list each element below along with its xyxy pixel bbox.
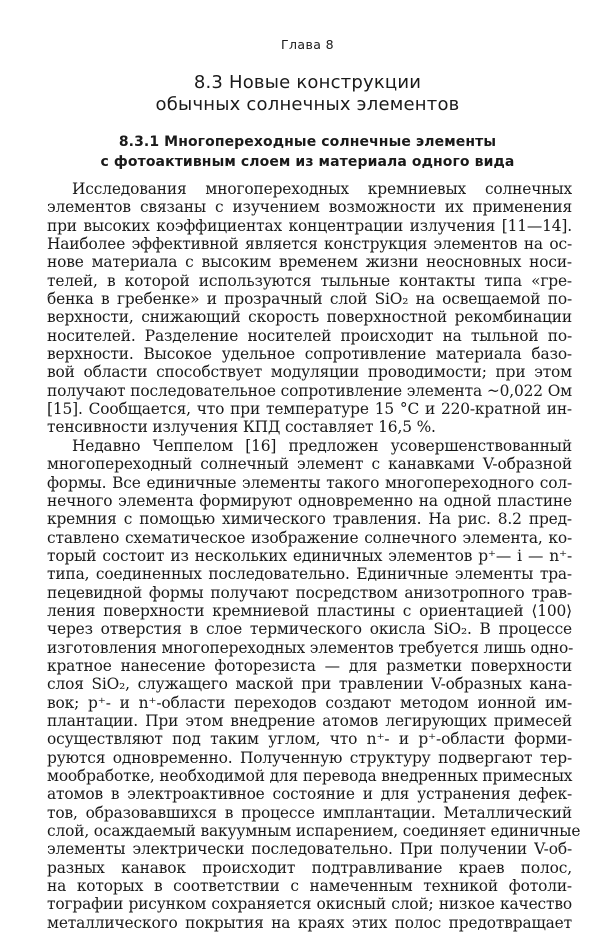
- text-line: кратное нанесение фоторезиста — для разметки поверхности: [47, 656, 572, 675]
- text-line: при высоких коэффициентах концентрации излучения [11—14].: [47, 216, 572, 235]
- text-line: тографии рисунком сохраняется окисный слой; низкое качество: [47, 895, 572, 914]
- section-title-line-2: обычных солнечных элементов: [155, 94, 460, 115]
- body-text: [47, 180, 581, 932]
- running-head: Глава 8: [280, 37, 335, 52]
- text-line: металлического покрытия на краях этих полос предотвращает: [47, 913, 572, 932]
- section-title: [0, 72, 615, 116]
- text-line: слой, осаждаемый вакуумным испарением, соединяет единичные: [47, 822, 581, 841]
- text-line: плантации. При этом внедрение атомов легирующих примесей: [47, 711, 572, 730]
- text-line: элементы электрически последовательно. При получении V-об-: [47, 840, 572, 859]
- text-line: верхности, снижающий скорость поверхностной рекомбинации: [47, 308, 572, 327]
- text-line: верхности. Высокое удельное сопротивление материала базо-: [47, 345, 572, 364]
- text-line: Недавно Чеппелом [16] предложен усовершенствованный: [72, 436, 572, 455]
- text-line: торый состоит из нескольких единичных элементов p⁺— i — n⁺-: [47, 546, 572, 565]
- text-line: Наиболее эффективной является конструкция элементов на ос-: [47, 235, 572, 254]
- text-line: разных канавок происходит подтравливание краев полос,: [47, 858, 572, 877]
- text-line: бенка в гребенке» и прозрачный слой SiO₂ на освещаемой по-: [47, 290, 572, 309]
- text-line: получают последовательное сопротивление элемента ~0,022 Ом: [47, 381, 572, 400]
- text-line: элементов связаны с изучением возможности их применения: [47, 198, 572, 217]
- text-line: нове материала с высоким временем жизни неосновных носи-: [47, 253, 572, 272]
- text-line: вок; p⁺- и n⁺-области переходов создают методом ионной им-: [47, 693, 572, 712]
- text-line: вой области способствует модуляции проводимости; при этом: [47, 363, 572, 382]
- text-line: кремния с помощью химического травления. На рис. 8.2 пред-: [47, 510, 572, 529]
- text-line: ления поверхности кремниевой пластины с ориентацией ⟨100⟩: [47, 601, 572, 620]
- text-line: тенсивности излучения КПД составляет 16,5 %.: [47, 418, 436, 437]
- section-title-line-1: 8.3 Новые конструкции: [193, 72, 422, 93]
- text-line: через отверстия в слое термического окисла SiO₂. В процессе: [47, 620, 572, 639]
- subsection-title-line-1: 8.3.1 Многопереходные солнечные элементы: [118, 134, 497, 150]
- text-line: осуществляют под таким углом, что n⁺- и p⁺-области форми-: [47, 730, 572, 749]
- text-line: типа, соединенных последовательно. Единичные элементы тра-: [47, 565, 572, 584]
- text-line: носителей. Разделение носителей происходит на тыльной по-: [47, 326, 572, 345]
- text-line: многопереходный солнечный элемент с канавками V-образной: [47, 455, 572, 474]
- text-line: на которых в соответствии с намеченным техникой фотоли-: [47, 877, 572, 896]
- text-line: тов, образовавшихся в процессе имплантации. Металлический: [47, 803, 572, 822]
- subsection-title-line-2: с фотоактивным слоем из материала одного вида: [100, 154, 515, 170]
- text-line: пецевидной формы получают посредством анизотропного трав-: [47, 583, 572, 602]
- text-line: изготовления многопереходных элементов требуется лишь одно-: [47, 638, 574, 657]
- text-line: руются одновременно. Полученную структуру подвергают тер-: [47, 748, 572, 767]
- text-line: мообработке, необходимой для перевода внедренных примесных: [47, 767, 573, 785]
- text-line: нечного элемента формируют одновременно на одной пластине: [47, 491, 572, 510]
- text-line: телей, в которой используются тыльные контакты типа «гре-: [47, 271, 572, 290]
- text-line: Исследования многопереходных кремниевых солнечных: [72, 180, 572, 198]
- text-line: формы. Все единичные элементы такого многопереходного сол-: [47, 473, 572, 492]
- text-line: ставлено схематическое изображение солнечного элемента, ко-: [47, 528, 572, 547]
- text-line: атомов в электроактивное состояние и для устранения дефек-: [47, 785, 572, 804]
- text-line: слоя SiO₂, служащего маской при травлении V-образных кана-: [47, 675, 572, 694]
- text-line: [15]. Сообщается, что при температуре 15 °C и 220-кратной ин-: [47, 400, 572, 419]
- subsection-title: [0, 132, 615, 172]
